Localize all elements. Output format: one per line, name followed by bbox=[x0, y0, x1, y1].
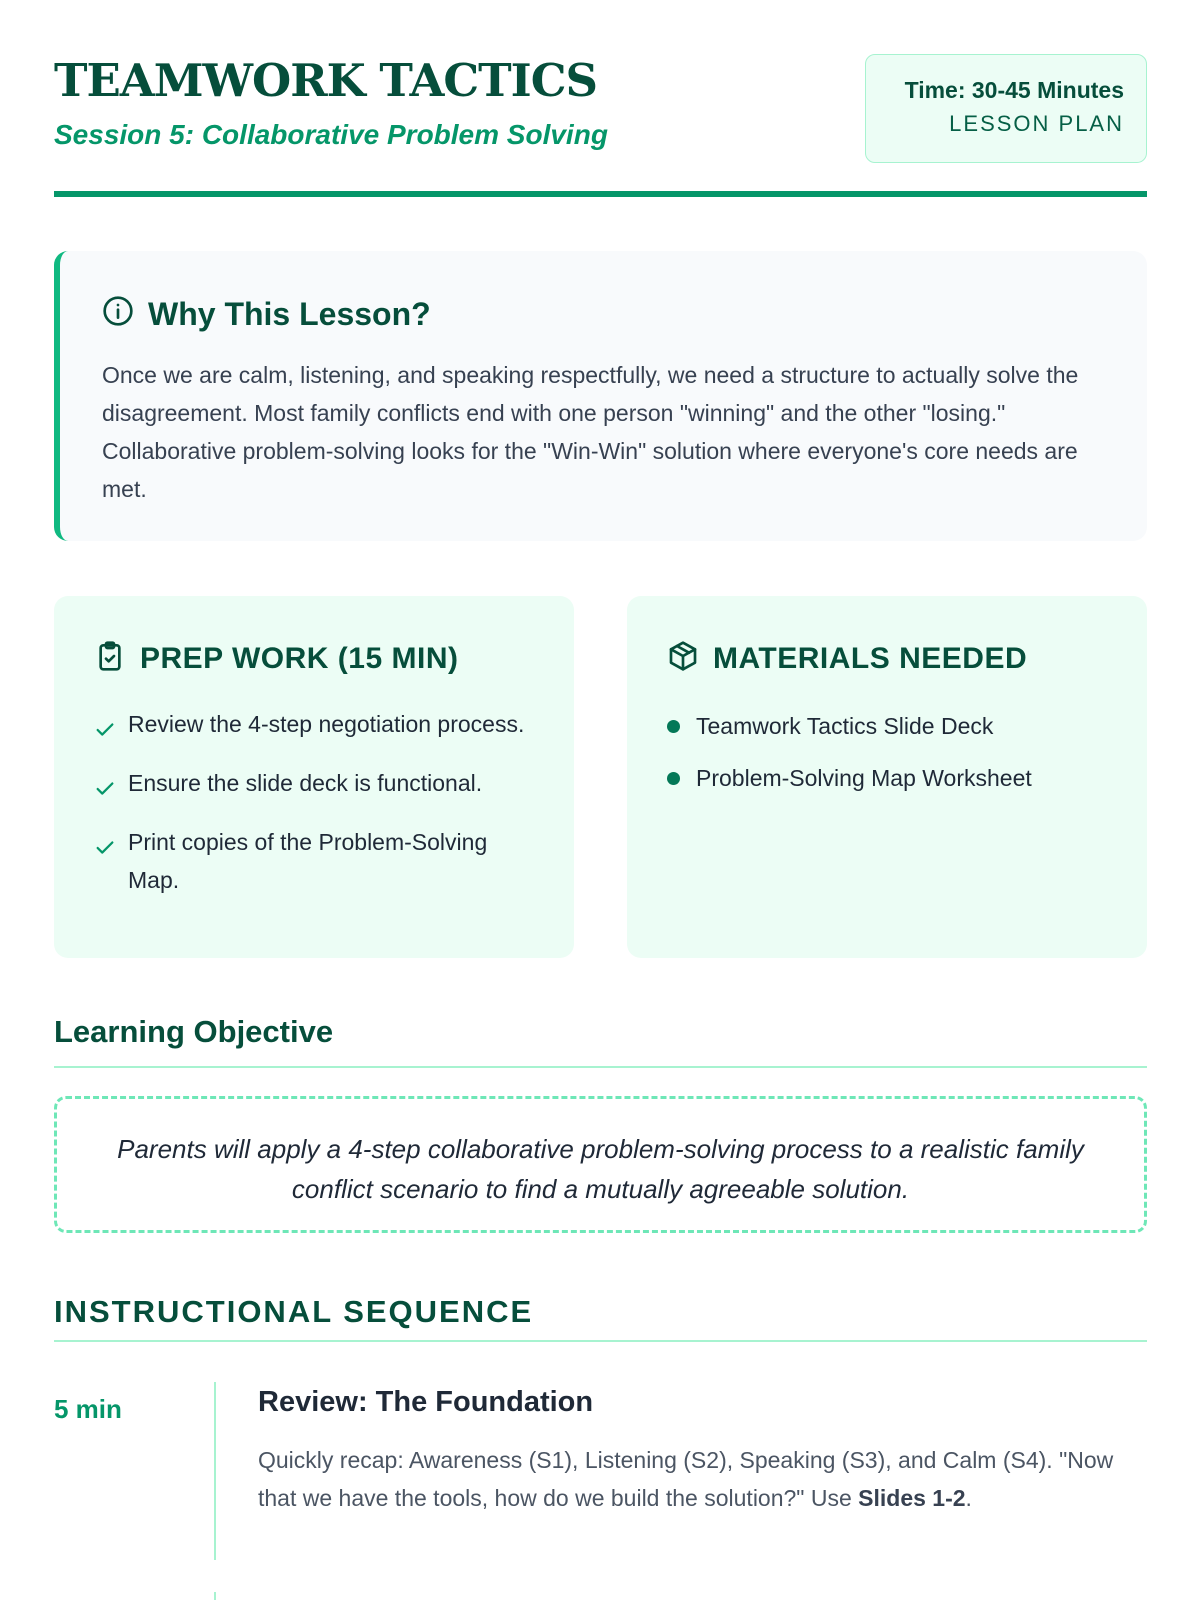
bullet-dot-icon bbox=[667, 720, 680, 733]
check-icon bbox=[94, 714, 116, 752]
list-item bbox=[667, 759, 1107, 797]
header bbox=[54, 0, 1147, 197]
learning-objective-text: Parents will apply a 4-step collaborative problem-solving process to a realistic family conflict scenario to find a mutually agreeable solution. bbox=[117, 1134, 1084, 1204]
info-icon bbox=[102, 295, 134, 332]
learning-objective-title: Learning Objective bbox=[54, 1014, 334, 1049]
list-item bbox=[94, 764, 534, 811]
prep-item-text: Ensure the slide deck is functional. bbox=[128, 770, 483, 796]
page-title: TEAMWORK TACTICS bbox=[54, 54, 598, 107]
materials-header bbox=[667, 640, 1107, 677]
prep-header bbox=[94, 640, 534, 677]
check-icon bbox=[94, 832, 116, 870]
list-item bbox=[94, 823, 534, 899]
why-body: Once we are calm, listening, and speaking respectfully, we need a structure to actually solve the disagreement. Most family conflicts end with one person "winning" and the other "losing." Collaborative problem-solving looks for the "Win-Win" solution where everyone's core needs are met. bbox=[102, 362, 1079, 502]
materials-list bbox=[667, 707, 1107, 797]
badge-time: Time: 30-45 Minutes bbox=[904, 77, 1124, 103]
sequence-step bbox=[258, 1388, 1147, 1517]
package-icon bbox=[667, 640, 699, 677]
step-time: 5 min bbox=[54, 1394, 122, 1424]
session-subtitle: Session 5: Collaborative Problem Solving bbox=[54, 119, 608, 150]
timeline-line bbox=[214, 1592, 216, 1600]
material-item-text: Problem-Solving Map Worksheet bbox=[696, 765, 1032, 791]
timeline-line bbox=[214, 1382, 216, 1560]
check-icon bbox=[94, 773, 116, 811]
materials-card bbox=[627, 596, 1147, 958]
step-body-prefix: Quickly recap: Awareness (S1), Listening (S2), Speaking (S3), and Calm (S4). "Now that we have the tools, how do we build the solution?" Use bbox=[258, 1447, 1114, 1511]
step-body-suffix: . bbox=[965, 1485, 972, 1511]
divider bbox=[54, 1066, 1147, 1068]
bullet-dot-icon bbox=[667, 772, 680, 785]
step-body-slides: Slides 1-2 bbox=[858, 1485, 966, 1511]
prep-item-text: Review the 4-step negotiation process. bbox=[128, 711, 525, 737]
badge-kind: LESSON PLAN bbox=[949, 110, 1124, 136]
divider bbox=[54, 1340, 1147, 1342]
step-title: Review: The Foundation bbox=[258, 1386, 594, 1418]
clipboard-check-icon bbox=[94, 640, 126, 677]
step-body bbox=[258, 1441, 1147, 1517]
prep-work-card bbox=[54, 596, 574, 958]
why-header bbox=[102, 295, 1107, 332]
prep-item-text: Print copies of the Problem-Solving Map. bbox=[128, 829, 488, 893]
why-this-lesson-box bbox=[54, 251, 1147, 541]
why-title: Why This Lesson? bbox=[148, 295, 431, 332]
list-item bbox=[667, 707, 1107, 745]
learning-objective-box bbox=[54, 1096, 1147, 1233]
prep-list bbox=[94, 705, 534, 899]
material-item-text: Teamwork Tactics Slide Deck bbox=[696, 713, 994, 739]
time-badge bbox=[865, 54, 1147, 163]
sequence-title: INSTRUCTIONAL SEQUENCE bbox=[54, 1294, 534, 1329]
prep-title: PREP WORK (15 MIN) bbox=[140, 641, 459, 675]
list-item bbox=[94, 705, 534, 752]
materials-title: MATERIALS NEEDED bbox=[713, 641, 1028, 675]
lesson-plan-page bbox=[54, 0, 1147, 1511]
